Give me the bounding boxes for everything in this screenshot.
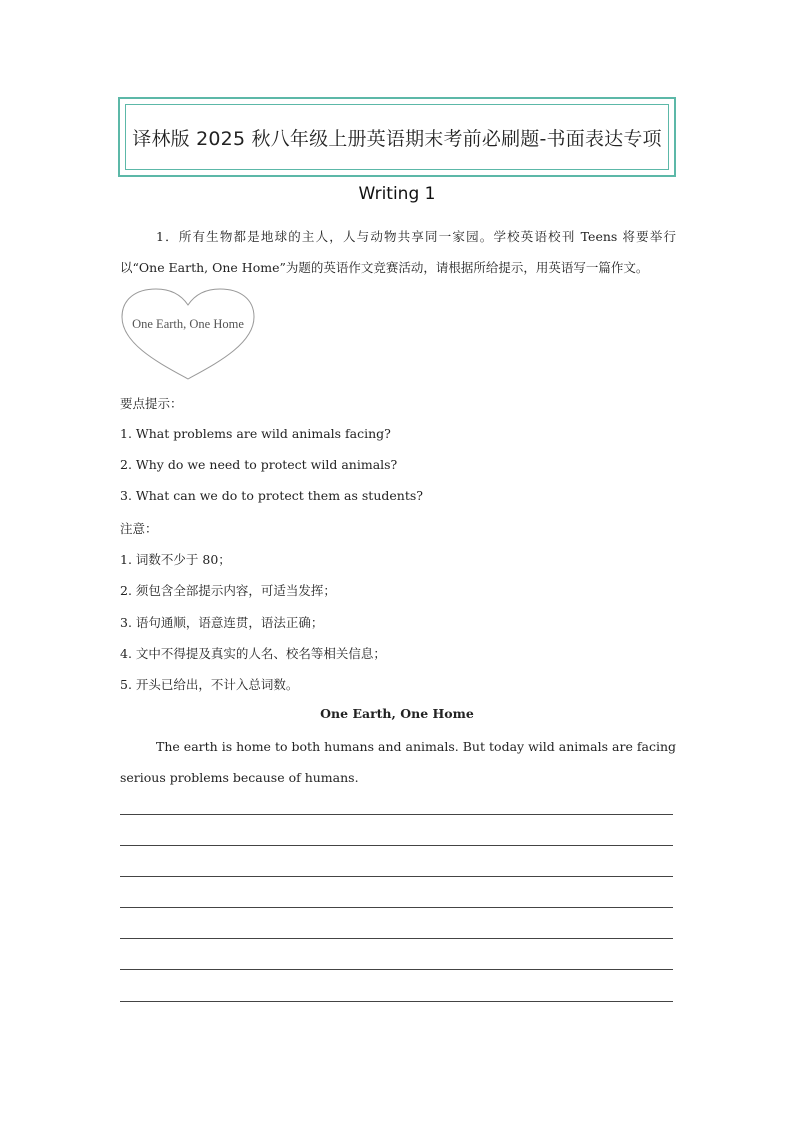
hint-item-2: 2. Why do we need to protect wild animals?: [120, 457, 398, 472]
writing-line-6[interactable]: [120, 969, 673, 970]
hints-heading: 要点提示：: [120, 396, 183, 411]
hint-item-3: 3. What can we do to protect them as students?: [120, 488, 423, 503]
writing-line-1[interactable]: [120, 814, 673, 815]
question-number: 1．: [156, 229, 179, 244]
note-item-5: 5. 开头已给出，不计入总词数。: [120, 677, 299, 692]
heart-label: One Earth, One Home: [132, 317, 244, 331]
title-frame: [118, 97, 676, 177]
note-item-4: 4. 文中不得提及真实的人名、校名等相关信息；: [120, 646, 386, 661]
writing-line-3[interactable]: [120, 876, 673, 877]
section-title: Writing 1: [358, 184, 436, 204]
heart-image: [118, 287, 258, 381]
writing-line-2[interactable]: [120, 845, 673, 846]
notes-heading: 注意：: [120, 521, 158, 536]
note-item-3: 3. 语句通顺，语意连贯，语法正确；: [120, 615, 324, 630]
writing-line-7[interactable]: [120, 1001, 673, 1002]
essay-title: One Earth, One Home: [320, 706, 474, 721]
note-item-1: 1. 词数不少于 80；: [120, 552, 231, 567]
page-title: 译林版 2025 秋八年级上册英语期末考前必刷题-书面表达专项: [132, 127, 662, 150]
writing-line-5[interactable]: [120, 938, 673, 939]
writing-line-4[interactable]: [120, 907, 673, 908]
title-inner-frame: [125, 104, 669, 170]
hint-item-1: 1. What problems are wild animals facing?: [120, 426, 391, 441]
question-prompt: [120, 221, 676, 283]
essay-opening: The earth is home to both humans and animals. But today wild animals are facing serious problems because of humans.: [120, 739, 676, 785]
heart-outline: [122, 289, 254, 379]
note-item-2: 2. 须包含全部提示内容，可适当发挥；: [120, 583, 336, 598]
question-text: 所有生物都是地球的主人，人与动物共享同一家园。学校英语校刊 Teens 将要举行以“One Earth, One Home”为题的英语作文竞赛活动，请根据所给提示，用英语写一篇作文。: [120, 229, 676, 275]
